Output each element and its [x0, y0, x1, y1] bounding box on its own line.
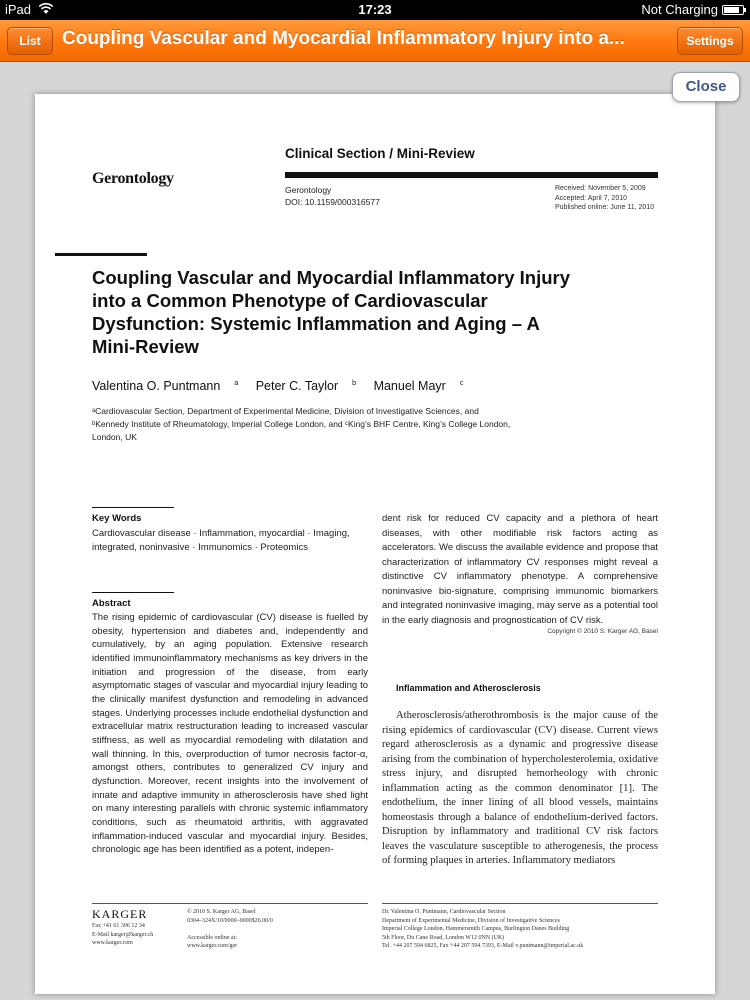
keywords-rule — [92, 507, 174, 508]
affiliation-line: ᵃCardiovascular Section, Department of Experimental Medicine, Division of Investigative Sciences, and — [92, 406, 479, 416]
accepted-date: Accepted: April 7, 2010 — [555, 194, 627, 202]
contact-line: E-Mail karger@karger.ch — [92, 931, 154, 938]
header-rule — [285, 172, 658, 178]
correspondence-line: Dr. Valentina O. Puntmann, Cardiovascular Section — [382, 909, 506, 915]
list-button[interactable]: List — [7, 27, 53, 55]
affiliation-line: London, UK — [92, 432, 137, 442]
received-date: Received: November 5, 2009 — [555, 185, 646, 192]
doi: DOI: 10.1159/000316577 — [285, 197, 380, 207]
charging-status: Not Charging — [641, 2, 718, 17]
correspondence-line: 5th Floor, Du Cane Road, London W12 0NN (UK) — [382, 934, 505, 941]
journal-name: Gerontology — [285, 185, 332, 195]
status-bar — [0, 0, 750, 20]
published-date: Published online: June 11, 2010 — [555, 204, 655, 211]
correspondence-line: Tel. +44 207 594 6825, Fax +44 207 594 7393, E-Mail v.puntmann@imperial.ac.uk — [382, 943, 584, 949]
contact-line: Fax +41 61 306 12 34 — [92, 923, 145, 929]
section-body: Atherosclerosis/atherothrombosis is the major cause of the rising epidemics of cardiovascular (CV) disease. Current views regard atherosclerosis as a dynamic and progressive disease arising from the combination of hypercholesterolemia, oxidative stress injury, and disrupted hemorheology with chronic inflammation acting as the common denominator [1]. The endothelium, the inner lining of all blood vessels, maintains homeostasis through a balance of endothelium-derived factors. Disruption by inflammatory and traditional CV risk factors leaves the vasculature susceptible to atherogenesis, the process of forming plaques in arteries. Inflammatory mediators — [382, 710, 658, 867]
correspondence — [382, 908, 662, 951]
battery-fill — [724, 7, 739, 13]
affiliations — [92, 405, 562, 444]
affiliation-line: ᵇKennedy Institute of Rheumatology, Imperial College London, and ᶜKing’s BHF Centre, King’s College London, — [92, 419, 511, 429]
article-dates — [555, 184, 654, 213]
section-label: Clinical Section / Mini-Review — [285, 146, 475, 161]
rights-line: © 2010 S. Karger AG, Basel — [187, 909, 256, 915]
correspondence-line: Imperial College London, Hammersmith Campus, Burlington Danes Building — [382, 926, 570, 932]
keywords: Cardiovascular disease · Inflammation, myocardial · Imaging, integrated, noninvasive · Immunomics · Proteomics — [92, 528, 350, 553]
document-page[interactable] — [35, 94, 715, 994]
publisher-logo: KARGER — [92, 907, 148, 921]
author: Valentina O. Puntmann $^a$ — [92, 379, 239, 393]
journal-info — [285, 184, 380, 208]
abstract-text: The rising epidemic of cardiovascular (CV) disease is fuelled by obesity, hypertension and diabetes and, independently and cumulatively, by an aging population. Extensive research identified immunoinflammatory mechanisms as key drivers in the initiation and progression of the disease, from early asymptomatic stages of vascular and myocardial injury leading to the clinically manifest dysfunction and remodeling in advanced stages. Underlying processes include endothelial dysfunction and extracellular matrix restructuration leading to increased vascular stiffness, as well as myocardial remodeling with dilatation and wall thinning. In this, overproduction of tumor necrosis factor-α, amongst others, contributes to generalized CV injury and dysfunction. Moreover, recent insights into the involvement of innate and adaptive immunity in atherosclerosis have shed light on many interesting parallels with chronic systemic inflammatory conditions, such as rheumatoid arthritis, with aggravated inflammation-induced vascular and myocardial injury. Besides, chronologic age has been identified as a potent, indepen- — [92, 612, 368, 856]
contact-line: www.karger.com — [92, 940, 133, 946]
close-button[interactable]: Close — [672, 72, 740, 102]
section-heading: Inflammation and Atherosclerosis — [396, 683, 541, 693]
author-list — [92, 379, 477, 393]
author: Manuel Mayr $^c$ — [373, 379, 464, 393]
rights-info — [187, 908, 273, 951]
keywords-heading: Key Words — [92, 513, 142, 524]
copyright: Copyright © 2010 S. Karger AG, Basel — [547, 628, 658, 635]
abstract-continued: dent risk for reduced CV capacity and a plethora of heart diseases, with other modifiable risk factors acting as accelerators. We discuss the available evidence and propose that characterization of inflammatory CV responses might reveal a distinctive CV inflammatory phenotype. A comprehensive noninvasive bio-signature, comprising immunomic biomarkers and integrated noninvasive imaging, may serve as a potential tool in the early diagnosis and prognostication of CV risk. — [382, 513, 659, 626]
publisher-contact — [92, 922, 153, 948]
abstract-heading: Abstract — [92, 598, 131, 609]
carrier-label: iPad — [5, 2, 32, 17]
abstract-rule — [92, 592, 174, 593]
footer-rule-right — [382, 903, 658, 904]
correspondence-line: Department of Experimental Medicine, Division of Investigative Sciences — [382, 917, 560, 924]
rights-line: 0304–324X/10/0000–0000$26.00/0 — [187, 917, 273, 924]
settings-button[interactable]: Settings — [677, 27, 743, 55]
clock: 17:23 — [358, 2, 392, 17]
rights-line: Accessible online at: — [187, 934, 237, 941]
author: Peter C. Taylor $^b$ — [255, 379, 357, 393]
title-rule — [55, 253, 147, 256]
article-title: Coupling Vascular and Myocardial Inflammatory Injury into a Common Phenotype of Cardiovascular Dysfunction: Systemic Inflammation and Aging – A Mini-Review — [92, 267, 571, 357]
rights-line — [187, 925, 273, 934]
rights-line: www.karger.com/ger — [187, 943, 238, 949]
journal-logo: Gerontology — [92, 170, 174, 187]
battery-icon — [722, 5, 744, 15]
document-title: Coupling Vascular and Myocardial Inflammatory Injury into a... — [62, 28, 625, 49]
footer-rule-left — [92, 903, 368, 904]
toolbar — [0, 20, 750, 62]
